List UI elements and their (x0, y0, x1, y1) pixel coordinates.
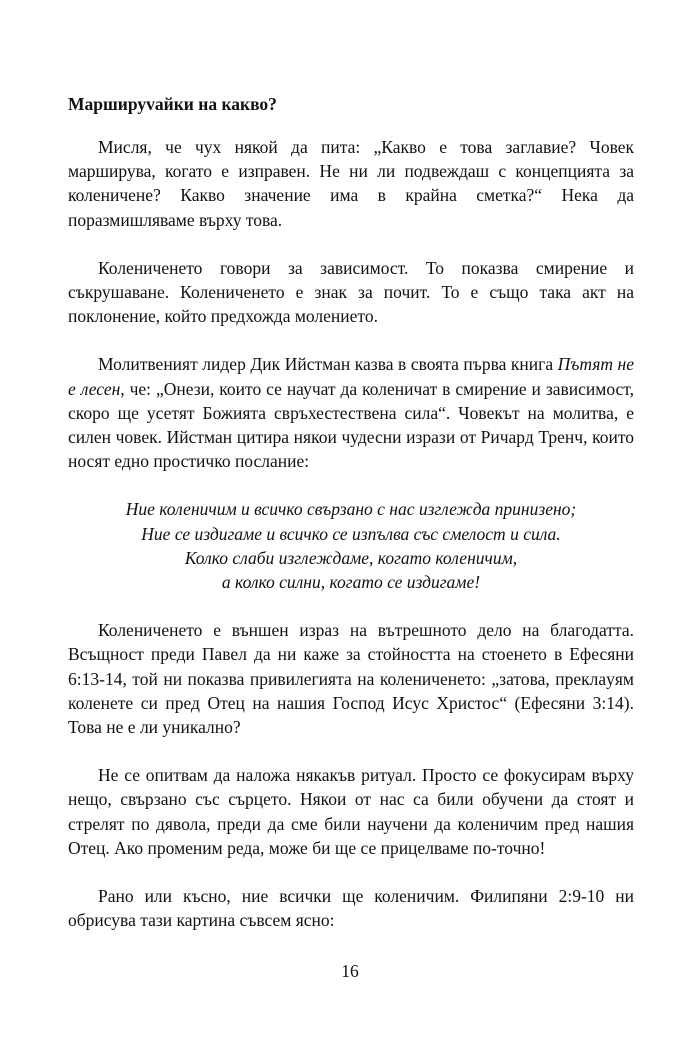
poem-quote (68, 497, 634, 594)
paragraph-6: Рано или късно, ние всички ще коленичим. Филипяни 2:9-10 ни обрисува тази картина съвсем ясно: (68, 886, 634, 931)
paragraph-1: Мисля, че чух някой да пита: „Какво е това заглавие? Човек марширува, когато е изправен. Не ни ли подвеждаш с концепцията за коленичене? Какво значение има в крайна сметка?“ Нека да поразмишляваме върху това. (68, 137, 634, 230)
poem-line: Ние коленичим и всичко свързано с нас изглежда принизено; (125, 499, 577, 520)
paragraph-3-start: Молитвеният лидер Дик Ийстман казва в своята първа книга (98, 354, 558, 375)
paragraph-2: Коленичeнето говори за зависимост. То показва смирение и съкрушаване. Коленичeнето е знак за почит. То е също така акт на поклонение, който предхожда молението. (68, 257, 634, 327)
page-number: 16 (341, 961, 359, 981)
paragraph-3 (68, 352, 634, 473)
paragraph-5: Не се опитвам да наложа някакъв ритуал. Просто се фокусирам върху нещо, свързано със сърцето. Някои от нас са били обучени да стоят и стрелят по дявола, преди да сме били научени да коленичим пред нашия Отец. Ако променим реда, може би ще се прицелваме по-точно! (68, 765, 634, 858)
book-title: Пътят не е лесен (68, 354, 635, 399)
paragraph-3-end: , че: „Онези, които се научат да коленичат в смирение и зависимост, скоро ще усетят Божията свръхестествена сила“. Човекът на молитва, е силен човек. Ийстман цитира някои чудесни изрази от Ричард Тренч, които носят едно простичко послание: (68, 378, 635, 472)
section-heading: Маршируvайки на какво? (68, 94, 277, 114)
poem-line: а колко силни, когато се издигаме! (221, 572, 481, 593)
page-body (68, 92, 634, 956)
poem-line: Ние се издигаме и всичко се изпълва със смелост и сила. (141, 523, 561, 544)
paragraph-4: Коленичeнето е външен израз на вътрешното дело на благодатта. Всъщност преди Павел да ни каже за стойността на стоенето в Ефесяни 6:13-14, той ни показва привилегията на коленичeнето: „затова, преклаyям коленете си пред Отец на нашия Господ Исус Христос“ (Ефесяни 3:14). Това не е ли уникално? (68, 620, 634, 738)
poem-line: Колко слаби изглеждаме, когато коленичим, (184, 547, 518, 568)
